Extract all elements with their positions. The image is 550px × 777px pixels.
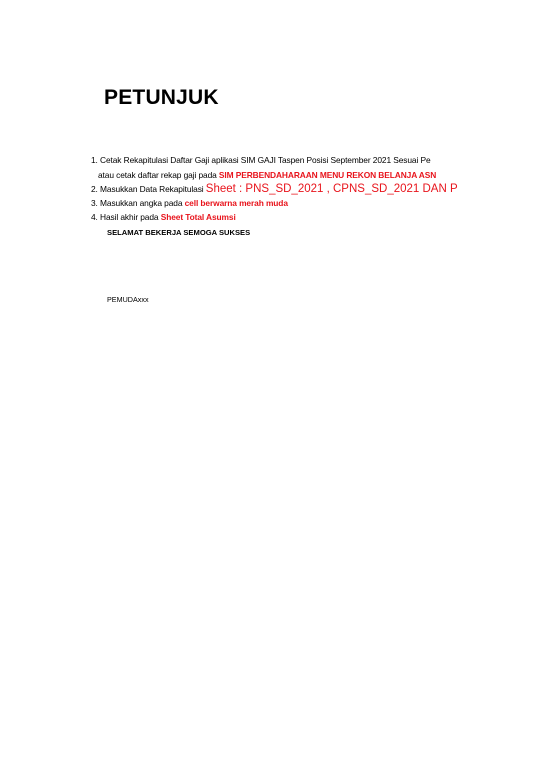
instructions-list — [91, 0, 463, 777]
step-3 — [91, 198, 288, 209]
page-title: PETUNJUK — [104, 86, 219, 109]
step-4-highlight: Sheet Total Asumsi — [160, 212, 236, 222]
step-1b-highlight: SIM PERBENDAHARAAN MENU REKON BELANJA ASN — [218, 170, 437, 180]
step-2-text: 2. Masukkan Data Rekapitulasi — [91, 184, 206, 194]
step-3-text: 3. Masukkan angka pada — [91, 198, 185, 208]
step-4-text: 4. Hasil akhir pada — [91, 212, 161, 222]
step-3-highlight: cell berwarna merah muda — [184, 198, 288, 208]
step-1b-text: atau cetak daftar rekap gaji pada — [98, 170, 219, 180]
step-2-highlight: Sheet : PNS_SD_2021 , CPNS_SD_2021 DAN P — [205, 183, 458, 195]
step-2 — [91, 184, 458, 195]
step-1 — [91, 155, 431, 166]
closing-message: SELAMAT BEKERJA SEMOGA SUKSES — [107, 228, 251, 237]
author-signature: PEMUDAxxx — [107, 295, 149, 304]
step-1-continuation — [98, 170, 436, 181]
step-4 — [91, 212, 236, 223]
step-1-text: 1. Cetak Rekapitulasi Daftar Gaji aplikasi SIM GAJI Taspen Posisi September 2021 Sesuai Pe — [91, 155, 431, 165]
